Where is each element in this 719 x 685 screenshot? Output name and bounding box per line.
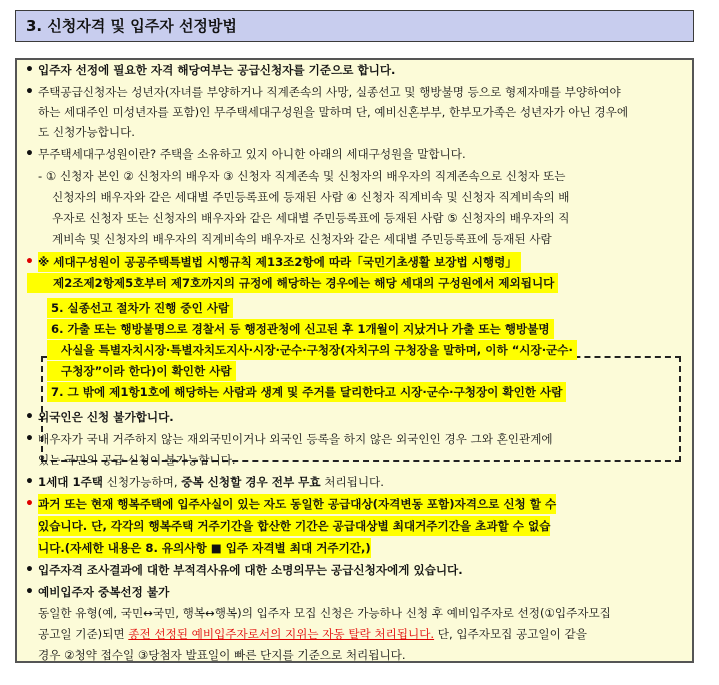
paragraph-5-line: ※ 세대구성원이 공공주택특별법 시행규칙 제13조2항에 따라「국민기초생활 보장법 시행령」: [38, 252, 521, 272]
paragraph-9-part: 중복 신청할 경우 전부 무효: [181, 475, 321, 489]
paragraph-12: 예비입주자 중복선정 불가: [38, 585, 170, 599]
exclusion-item: 5. 실종선고 절차가 진행 중인 사람: [47, 298, 233, 318]
paragraph-4-line: 신청자의 배우자와 같은 세대별 주민등록표에 등재된 사람 ④ 신청자 직계비속 및 신청자 직계비속의 배: [52, 190, 570, 204]
paragraph-9-part: 1세대 1주택: [38, 475, 103, 489]
paragraph-13-part: 공고일 기준)되면: [38, 627, 129, 641]
exclusion-item: 구청장”이라 한다)이 확인한 사람: [47, 361, 236, 381]
paragraph-10-line: 있습니다. 단, 각각의 행복주택 거주기간을 합산한 기간은 공급대상별 최대거주기간을 초과할 수 없습: [38, 516, 550, 536]
section-title: 3. 신청자격 및 입주자 선정방법: [15, 10, 694, 42]
bullet: •: [25, 84, 34, 100]
paragraph-10-line: 과거 또는 현재 행복주택에 입주사실이 있는 자도 동일한 공급대상(자격변동 포함)자격으로 신청 할 수: [38, 494, 556, 514]
bullet: •: [25, 431, 34, 447]
paragraph-9: [38, 472, 384, 492]
paragraph-13-line: 동일한 유형(예, 국민↔국민, 행복↔행복)의 입주자 모집 신청은 가능하나 신청 후 예비입주자로 선정(①입주자모집: [38, 606, 611, 620]
paragraph-13-part: 단, 입주자모집 공고일이 같을: [434, 627, 587, 641]
bullet: •: [25, 496, 34, 512]
paragraph-3: 무주택세대구성원이란? 주택을 소유하고 있지 아니한 아래의 세대구성원을 말합니다.: [38, 147, 466, 161]
exclusion-item: 7. 그 밖에 제1항1호에 해당하는 사람과 생계 및 주거를 달리한다고 시장·군수·구청장이 확인한 사람: [47, 382, 566, 402]
paragraph-13-line: [38, 624, 587, 644]
paragraph-4-line: 계비속 및 신청자의 배우자의 직계비속의 배우자로 신청자와 같은 세대별 주민등록표에 등재된 사람: [52, 232, 552, 246]
bullet: •: [25, 62, 34, 78]
paragraph-4-line: - ① 신청자 본인 ② 신청자의 배우자 ③ 신청자 직계존속 및 신청자의 배우자의 직계존속으로 신청자 또는: [38, 169, 566, 183]
paragraph-1: 입주자 선정에 필요한 자격 해당여부는 공급신청자를 기준으로 합니다.: [38, 63, 396, 77]
bullet: •: [25, 409, 34, 425]
bullet: •: [25, 254, 34, 270]
bullet: •: [25, 474, 34, 490]
paragraph-9-part: 신청가능하며,: [102, 475, 182, 489]
paragraph-7: 외국인은 신청 불가합니다.: [38, 410, 174, 424]
paragraph-8-line: 있는 국민의 공급 신청이 불가능합니다.: [38, 453, 236, 467]
paragraph-5-line: 제2조제2항제5호부터 제7호까지의 규정에 해당하는 경우에는 해당 세대의 구성원에서 제외됩니다: [27, 273, 558, 293]
bullet: •: [25, 146, 34, 162]
paragraph-9-part: 처리됩니다.: [320, 475, 384, 489]
paragraph-13-warning: 종전 선정된 예비입주자로서의 지위는 자동 탈락 처리됩니다.: [128, 627, 435, 641]
paragraph-10-line: 니다.(자세한 내용은 8. 유의사항 ■ 입주 자격별 최대 거주기간,): [38, 538, 371, 558]
paragraph-2-line: 하는 세대주인 미성년자를 포함)인 무주택세대구성원을 말하며 단, 예비신혼부부, 한부모가족은 성년자가 아닌 경우에: [38, 105, 629, 119]
content-box: [15, 58, 694, 663]
paragraph-13-line: 경우 ②청약 접수일 ③당첨자 발표일이 빠른 단지를 기준으로 처리됩니다.: [38, 648, 406, 662]
paragraph-11: 입주자격 조사결과에 대한 부적격사유에 대한 소명의무는 공급신청자에게 있습니다.: [38, 563, 463, 577]
bullet: •: [25, 584, 34, 600]
exclusion-item: 사실을 특별자치시장·특별자치도지사·시장·군수·구청장(자치구의 구청장을 말하며, 이하 “시장·군수·: [47, 340, 577, 360]
paragraph-2-line: 도 신청가능합니다.: [38, 125, 135, 139]
exclusion-item: 6. 가출 또는 행방불명으로 경찰서 등 행정관청에 신고된 후 1개월이 지났거나 가출 또는 행방불명: [47, 319, 554, 339]
paragraph-8-line: 배우자가 국내 거주하지 않는 재외국민이거나 외국인 등록을 하지 않은 외국인인 경우 그와 혼인관계에: [38, 432, 553, 446]
paragraph-4-line: 우자로 신청자 또는 신청자의 배우자와 같은 세대별 주민등록표에 등재된 사람 ⑤ 신청자의 배우자의 직: [52, 211, 570, 225]
bullet: •: [25, 562, 34, 578]
paragraph-2-line: 주택공급신청자는 성년자(자녀를 부양하거나 직계존속의 사망, 실종선고 및 행방불명 등으로 형제자매를 부양하여야: [38, 85, 621, 99]
